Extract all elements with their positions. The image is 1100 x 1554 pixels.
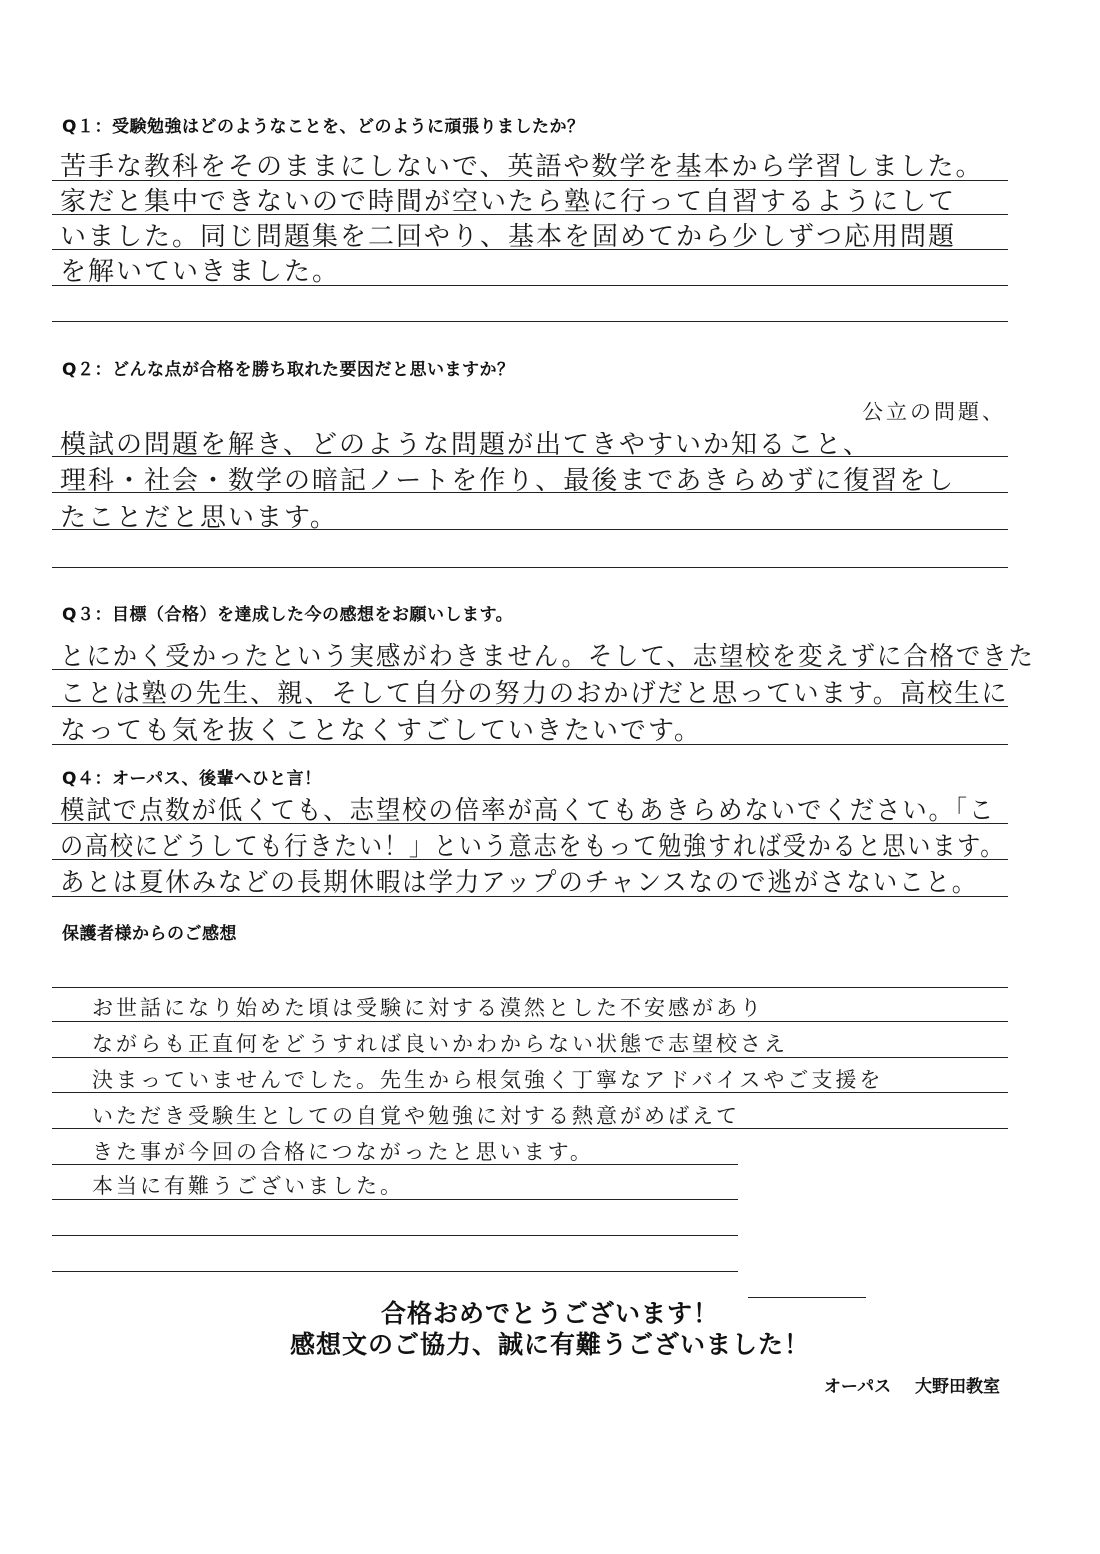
q1-answer-line: を解いていきました。 xyxy=(60,257,341,287)
signature xyxy=(824,1372,1000,1397)
q4-answer-line: 模試で点数が低くても、志望校の倍率が高くてもあきらめないでください。「こ xyxy=(60,796,996,826)
q4-answer-line: の高校にどうしても行きたい！」という意志をもって勉強すれば受かると思います。 xyxy=(60,832,1006,862)
answer-line xyxy=(52,567,1008,568)
signature-school: オーパス xyxy=(823,1377,892,1397)
signature-branch: 大野田教室 xyxy=(915,1377,1000,1397)
q1-question: Q１：受験勉強はどのようなことを、どのように頑張りましたか？ xyxy=(62,117,585,137)
closing-thanks: 感想文のご協力、誠に有難うございました！ xyxy=(289,1330,810,1359)
answer-line xyxy=(52,987,1008,988)
q3-answer-line: ことは塾の先生、親、そして自分の努力のおかげだと思っています。高校生に xyxy=(60,679,1009,709)
answer-line xyxy=(52,1271,738,1272)
q1-answer-line: いました。同じ問題集を二回やり、基本を固めてから少しずつ応用問題 xyxy=(60,222,957,252)
q2-answer-line: 模試の問題を解き、どのような問題が出てきやすいか知ること、 xyxy=(60,430,871,460)
parents-answer-line: 決まっていませんでした。先生から根気強く丁寧なアドバイスやご支援を xyxy=(92,1068,884,1092)
q2-question: Q２：どんな点が合格を勝ち取れた要因だと思いますか？ xyxy=(62,360,515,380)
parents-answer-line: いただき受験生としての自覚や勉強に対する熱意がめばえて xyxy=(92,1104,740,1128)
q2-insertion: 公立の問題、 xyxy=(862,400,1006,424)
parents-answer-line: お世話になり始めた頃は受験に対する漠然とした不安感があり xyxy=(92,996,764,1020)
q3-question: Q３：目標（合格）を達成した今の感想をお願いします。 xyxy=(62,605,514,625)
q2-answer-line: 理科・社会・数学の暗記ノートを作り、最後まであきらめずに復習をし xyxy=(60,466,956,496)
q1-answer-line: 家だと集中できないので時間が空いたら塾に行って自習するようにして xyxy=(60,187,957,217)
q3-answer-line: なっても気を抜くことなくすごしていきたいです。 xyxy=(60,716,702,746)
q3-answer-line: とにかく受かったという実感がわきません。そして、志望校を変えずに合格できた xyxy=(60,642,1035,672)
answer-line xyxy=(52,1235,738,1236)
parents-answer-line: きた事が今回の合格につながったと思います。 xyxy=(92,1140,594,1164)
answer-line xyxy=(52,321,1008,322)
q4-question: Q４：オーパス、後輩へひと言！ xyxy=(62,769,322,789)
parents-answer-line: 本当に有難うございました。 xyxy=(92,1174,404,1198)
q1-answer-line: 苦手な教科をそのままにしないで、英語や数学を基本から学習しました。 xyxy=(60,152,984,182)
closing-congrats: 合格おめでとうございます！ xyxy=(380,1299,719,1328)
parents-answer-line: ながらも正直何をどうすれば良いかわからない状態で志望校さえ xyxy=(92,1032,788,1056)
q2-answer-line: たことだと思います。 xyxy=(60,503,338,533)
parents-heading: 保護者様からのご感想 xyxy=(62,924,237,944)
q4-answer-line: あとは夏休みなどの長期休暇は学力アップのチャンスなので逃がさないこと。 xyxy=(60,868,979,898)
